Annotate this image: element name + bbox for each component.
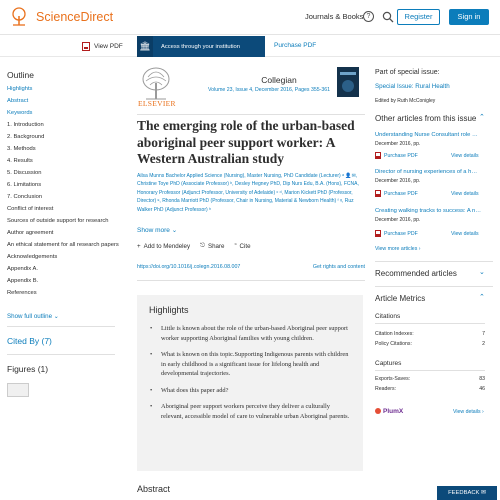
- journal-issue-meta[interactable]: Volume 23, Issue 4, December 2016, Pages 355-361: [208, 87, 330, 93]
- metric-value: 46: [479, 386, 485, 392]
- access-institution-label: Access through your institution: [161, 43, 240, 50]
- chevron-right-icon: ›: [482, 409, 484, 415]
- chevron-down-icon[interactable]: ⌄: [479, 269, 485, 276]
- metric-value: 83: [479, 376, 485, 382]
- captures-heading: Captures: [375, 360, 402, 367]
- cite-button[interactable]: [234, 242, 250, 250]
- outline-item[interactable]: 1. Introduction: [7, 122, 44, 128]
- chevron-up-icon[interactable]: ⌃: [479, 294, 485, 301]
- journals-books-link[interactable]: Journals & Books: [305, 12, 364, 21]
- institution-icon: 🏛: [137, 36, 153, 57]
- metric-label: Exports-Saves:: [375, 376, 411, 382]
- add-to-mendeley-button[interactable]: [137, 242, 190, 250]
- view-details-label: View details: [453, 409, 481, 415]
- related-article-pdf-link[interactable]: [375, 230, 418, 237]
- outline-item[interactable]: Acknowledgements: [7, 254, 58, 260]
- citations-heading: Citations: [375, 313, 401, 320]
- rights-content-link[interactable]: Get rights and content: [312, 264, 365, 270]
- outline-item[interactable]: 7. Conclusion: [7, 194, 43, 200]
- sidebar-divider: [7, 326, 115, 327]
- share-button[interactable]: [200, 242, 224, 250]
- outline-item[interactable]: 3. Methods: [7, 146, 36, 152]
- elsevier-logo-icon[interactable]: [140, 65, 172, 101]
- purchase-pdf-link[interactable]: Purchase PDF: [274, 42, 317, 49]
- part-of-label: Part of special issue:: [375, 69, 440, 76]
- special-issue-link[interactable]: Special Issue: Rural Health: [375, 83, 450, 90]
- article-actions: [137, 242, 251, 250]
- top-header: [0, 0, 500, 35]
- chevron-up-icon[interactable]: ⌃: [479, 114, 485, 121]
- metric-label: Citation Indexes:: [375, 331, 414, 337]
- doi-link[interactable]: https://doi.org/10.1016/j.colegn.2016.08.007: [137, 264, 241, 270]
- purchase-pdf-label: Purchase PDF: [384, 152, 418, 159]
- outline-item-abstract[interactable]: Abstract: [7, 98, 29, 104]
- plumx-label: PlumX: [383, 408, 404, 415]
- access-institution-button[interactable]: [137, 36, 265, 57]
- outline-item[interactable]: Appendix B.: [7, 278, 39, 284]
- divider: [375, 323, 485, 324]
- sign-in-button[interactable]: Sign in: [449, 9, 489, 25]
- purchase-pdf-label: Purchase PDF: [384, 230, 418, 237]
- divider: [137, 280, 365, 281]
- cite-label: Cite: [239, 242, 251, 250]
- outline-item[interactable]: 6. Limitations: [7, 182, 42, 188]
- metric-row: [375, 331, 485, 337]
- related-article-pdf-link[interactable]: [375, 152, 418, 159]
- pdf-icon: [375, 230, 381, 237]
- chevron-down-icon: ⌄: [53, 313, 59, 320]
- pdf-icon: [375, 152, 381, 159]
- outline-item[interactable]: Sources of outside support for research: [7, 218, 109, 224]
- outline-item[interactable]: Appendix A.: [7, 266, 38, 272]
- related-article-title[interactable]: Understanding Nurse Consultant role …: [375, 132, 478, 138]
- highlight-item: • Aboriginal peer support workers perceive they deliver a culturally relevant, accessible model of care to vulnerable urban Aboriginal parents.: [149, 402, 351, 421]
- chevron-right-icon: ›: [418, 246, 421, 252]
- journal-title[interactable]: Collegian: [261, 75, 297, 85]
- metric-row: [375, 376, 485, 382]
- outline-item[interactable]: Author agreement: [7, 230, 54, 236]
- doi-row: [137, 264, 365, 270]
- view-more-articles-label: View more articles: [375, 246, 418, 252]
- view-more-articles-link[interactable]: [375, 246, 420, 252]
- view-details-link[interactable]: View details: [451, 191, 479, 197]
- view-pdf-button[interactable]: [82, 42, 123, 51]
- related-article-title[interactable]: Director of nursing experiences of a h…: [375, 169, 478, 175]
- brand-name: ScienceDirect: [36, 10, 114, 24]
- highlight-item: • What is known on this topic.Supporting Indigenous parents with children in early childhood is a significant issue for lifelong health and developmental trajectories.: [149, 350, 351, 379]
- outline-item[interactable]: 5. Discussion: [7, 170, 42, 176]
- search-icon[interactable]: [382, 11, 394, 23]
- outline-item[interactable]: References: [7, 290, 37, 296]
- highlights-section: [137, 295, 363, 471]
- cited-by-link[interactable]: Cited By (7): [7, 336, 52, 346]
- article-metrics-heading[interactable]: Article Metrics: [375, 294, 426, 303]
- help-icon[interactable]: ?: [363, 11, 374, 22]
- metric-value: 2: [482, 341, 485, 347]
- view-details-link[interactable]: View details: [451, 231, 479, 237]
- metric-label: Readers:: [375, 386, 397, 392]
- show-more-label: Show more: [137, 227, 170, 234]
- chevron-down-icon: ⌄: [171, 227, 178, 234]
- divider: [375, 261, 493, 262]
- publisher-name: ELSEVIER: [138, 99, 176, 108]
- figure-thumbnail[interactable]: [7, 383, 29, 397]
- show-full-outline-button[interactable]: [7, 313, 59, 320]
- share-label: Share: [207, 242, 225, 250]
- register-button[interactable]: Register: [397, 9, 440, 25]
- article-title: The emerging role of the urban-based aboriginal peer support worker: A Western Australian study: [137, 118, 355, 166]
- journal-cover-image[interactable]: [337, 67, 359, 97]
- divider: [375, 370, 485, 371]
- highlight-item: • What does this paper add?: [149, 386, 351, 396]
- pdf-icon: [375, 190, 381, 197]
- figures-heading: Figures (1): [7, 364, 49, 374]
- outline-title: Outline: [7, 70, 34, 80]
- purchase-pdf-label: Purchase PDF: [384, 190, 418, 197]
- author-list[interactable]: Ailsa Munns Bachelor Applied Science (Nursing), Master Nursing, PhD Candidate (Lecturer) ᵃ 👤✉, Christine Toye PhD (Associate Professor) ᵇ, Desley Hegney PhD, Dip Nurs Edu, B.A. (Hons), FCNA, Honorary Professor (Adjunct Professor, University of Adelaide) ᶜ ᵈ, Marion Kickett PhD (Professor, Director) ᵉ, Rhonda Marriott PhD (Professor, Chair in Nursing, Material & Newborn Health) ᶠ ᵍ, Ruz Walker PhD (Adjunct Professor) ʰ: [137, 173, 359, 213]
- show-full-outline-label: Show full outline: [7, 313, 53, 320]
- metric-label: Policy Citations:: [375, 341, 412, 347]
- related-article-title[interactable]: Creating walking tracks to success: A n…: [375, 208, 481, 214]
- quote-icon: ”: [234, 242, 237, 250]
- other-articles-heading[interactable]: Other articles from this issue: [375, 114, 477, 123]
- recommended-articles-heading[interactable]: Recommended articles: [375, 269, 457, 278]
- highlights-title: Highlights: [149, 305, 189, 315]
- journal-header: [137, 65, 365, 115]
- view-pdf-label: View PDF: [94, 43, 123, 50]
- related-article-pdf-link[interactable]: [375, 190, 418, 197]
- related-article-date: December 2016, pp.: [375, 178, 421, 184]
- highlight-item: • Little is known about the role of the urban-based Aboriginal peer support worker supporting Aboriginal families with young children.: [149, 324, 351, 343]
- pdf-icon: [82, 42, 90, 51]
- plumx-icon: [375, 408, 381, 414]
- add-to-mendeley-label: Add to Mendeley: [143, 242, 191, 250]
- outline-item[interactable]: An ethical statement for all research papers: [7, 242, 119, 248]
- outline-item-keywords[interactable]: Keywords: [7, 110, 33, 116]
- abstract-heading: Abstract: [137, 484, 171, 494]
- sidebar-divider: [7, 354, 115, 355]
- view-details-link[interactable]: View details: [451, 153, 479, 159]
- chat-icon: ✉: [481, 490, 486, 496]
- outline-item[interactable]: Conflict of interest: [7, 206, 54, 212]
- related-article-date: December 2016, pp.: [375, 217, 421, 223]
- edited-by: Edited by Ruth McConigley: [375, 98, 436, 104]
- share-icon: ⎋: [200, 242, 205, 249]
- metric-value: 7: [482, 331, 485, 337]
- feedback-button[interactable]: [437, 486, 497, 500]
- outline-item-highlights[interactable]: Highlights: [7, 86, 33, 92]
- plumx-view-details-link[interactable]: [453, 409, 484, 415]
- elsevier-tree-icon: [8, 7, 30, 27]
- show-more-button[interactable]: [137, 226, 177, 234]
- outline-item[interactable]: 2. Background: [7, 134, 45, 140]
- article-toolbar: [0, 36, 500, 57]
- feedback-label: FEEDBACK: [448, 490, 480, 496]
- sciencedirect-logo[interactable]: [8, 7, 113, 27]
- divider: [375, 286, 493, 287]
- plumx-logo[interactable]: [375, 408, 403, 415]
- related-article-date: December 2016, pp.: [375, 141, 421, 147]
- outline-item[interactable]: 4. Results: [7, 158, 33, 164]
- metric-row: [375, 341, 485, 347]
- metric-row: [375, 386, 485, 392]
- plus-icon: +: [137, 242, 141, 250]
